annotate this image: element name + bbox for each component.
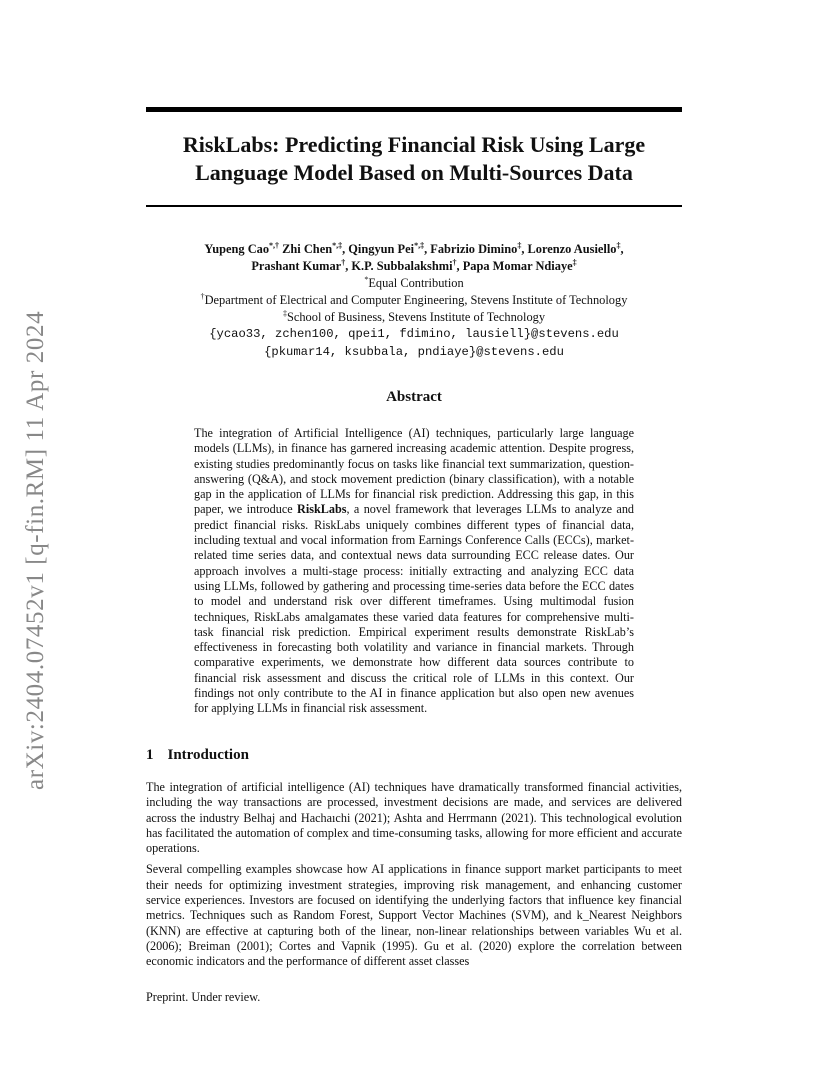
affiliation-1-text: Department of Electrical and Computer Engineering, Stevens Institute of Technology bbox=[204, 293, 628, 307]
author-line-1: Yupeng Cao*,† Zhi Chen*,‡, Qingyun Pei*,‡, Fabrizio Dimino‡, Lorenzo Ausiello‡, bbox=[204, 240, 624, 256]
affiliation-2 bbox=[146, 309, 682, 326]
abstract-text-part: The integration of Artificial Intelligence (AI) techniques, particularly large language models (LLMs), in finance has garnered increasing academic attention. Despite progress, existing studies predominantly focus on tasks like financial text summarization, question-answering (Q&A), and stock movement prediction (binary classification), with a notable gap in the application of LLMs for financial risk prediction. Addressing this gap, in this paper, we introduce bbox=[194, 426, 634, 517]
title-line-1: RiskLabs: Predicting Financial Risk Using Large bbox=[182, 132, 646, 157]
paper-title bbox=[146, 131, 682, 187]
intro-paragraph: The integration of artificial intelligence (AI) techniques have dramatically transformed financial activities, including the way transactions are processed, investment decisions are made, and services are delivered across the industry Belhaj and Hachaıchi (2021); Ashta and Herrmann (2021). This technological evolution has facilitated the automation of complex and time-consuming tasks, allowing for more efficient and accurate operations. bbox=[146, 780, 682, 856]
author-line-2: Prashant Kumar†, K.P. Subbalakshmi†, Papa Momar Ndiaye‡ bbox=[251, 257, 577, 273]
section-number: 1 bbox=[146, 747, 154, 763]
equal-contribution-mark: * bbox=[364, 274, 369, 284]
abstract-framework-name: RiskLabs bbox=[297, 502, 347, 517]
author-mark: ‡ bbox=[616, 240, 621, 250]
affiliation-1 bbox=[146, 292, 682, 309]
author-mark: ‡ bbox=[572, 257, 577, 267]
email-line-1: {ycao33, zchen100, qpei1, fdimino, lausiell}@stevens.edu bbox=[209, 327, 619, 341]
equal-contribution-text: Equal Contribution bbox=[368, 276, 464, 290]
author-mark: † bbox=[452, 257, 457, 267]
author-mark: *,‡ bbox=[332, 240, 343, 250]
title-line-2: Language Model Based on Multi-Sources Data bbox=[195, 160, 633, 185]
abstract-text bbox=[194, 426, 634, 717]
author-name: Fabrizio Dimino bbox=[430, 242, 518, 256]
author-block bbox=[146, 241, 682, 361]
title-rule-bottom bbox=[146, 205, 682, 207]
title-rule-top bbox=[146, 107, 682, 112]
equal-contribution-note bbox=[146, 275, 682, 292]
arxiv-identifier: arXiv:2404.07452v1 [q-fin.RM] 11 Apr 2024 bbox=[22, 310, 49, 790]
author-name: Lorenzo Ausiello bbox=[527, 242, 617, 256]
abstract-text-part: , a novel framework that leverages LLMs to analyze and predict financial risks. RiskLabs uniquely combines different types of financial data, including textual and vocal information from Earnings Conference Calls (ECCs), market-related time series data, and contextual news data surrounding ECC release dates. Our approach involves a multi-stage process: initially extracting and analyzing ECC data using LLMs, followed by gathering and processing time-series data before the ECC dates to model and understand risk over different timeframes. Using multimodal fusion techniques, RiskLabs amalgamates these varied data features for comprehensive multi-task financial risk prediction. Empirical experiment results demonstrate RiskLab’s effectiveness in forecasting both volatility and variance in financial markets. Through comparative experiments, we demonstrate how different data sources contribute to financial risk assessment and discuss the critical role of LLMs in this context. Our findings not only contribute to the AI in finance application but also open new avenues for applying LLMs in financial risk assessment. bbox=[194, 502, 635, 716]
author-name: Qingyun Pei bbox=[348, 242, 415, 256]
section-heading bbox=[146, 747, 249, 764]
email-line-2: {pkumar14, ksubbala, pndiaye}@stevens.edu bbox=[264, 344, 564, 359]
abstract-heading: Abstract bbox=[386, 389, 442, 405]
author-mark: † bbox=[341, 257, 346, 267]
author-name: Prashant Kumar bbox=[251, 259, 342, 273]
section-title: Introduction bbox=[167, 747, 249, 763]
introduction-body bbox=[146, 780, 682, 976]
affiliation-1-mark: † bbox=[200, 291, 205, 301]
author-mark: ‡ bbox=[517, 240, 522, 250]
author-name: Yupeng Cao bbox=[204, 242, 270, 256]
author-name: K.P. Subbalakshmi bbox=[351, 259, 453, 273]
intro-paragraph: Several compelling examples showcase how AI applications in finance support market participants to meet their needs for optimizing investment strategies, improving risk management, and enhancing customer service experiences. Investors are focused on identifying the underlying factors that influence key financial metrics. Techniques such as Random Forest, Support Vector Machines (SVM), and k_Nearest Neighbors (KNN) are effective at capturing both of the linear, non-linear relationships between variables Wu et al. (2006); Breiman (2001); Cortes and Vapnik (1995). Gu et al. (2020) explore the correlation between economic indicators and the performance of different asset classes bbox=[146, 862, 682, 969]
author-name: Zhi Chen bbox=[282, 242, 333, 256]
author-name: Papa Momar Ndiaye bbox=[462, 259, 573, 273]
author-mark: *,‡ bbox=[414, 240, 425, 250]
affiliation-2-mark: ‡ bbox=[282, 308, 287, 318]
author-mark: *,† bbox=[269, 240, 280, 250]
preprint-footer: Preprint. Under review. bbox=[146, 990, 261, 1004]
affiliation-2-text: School of Business, Stevens Institute of Technology bbox=[286, 310, 546, 324]
